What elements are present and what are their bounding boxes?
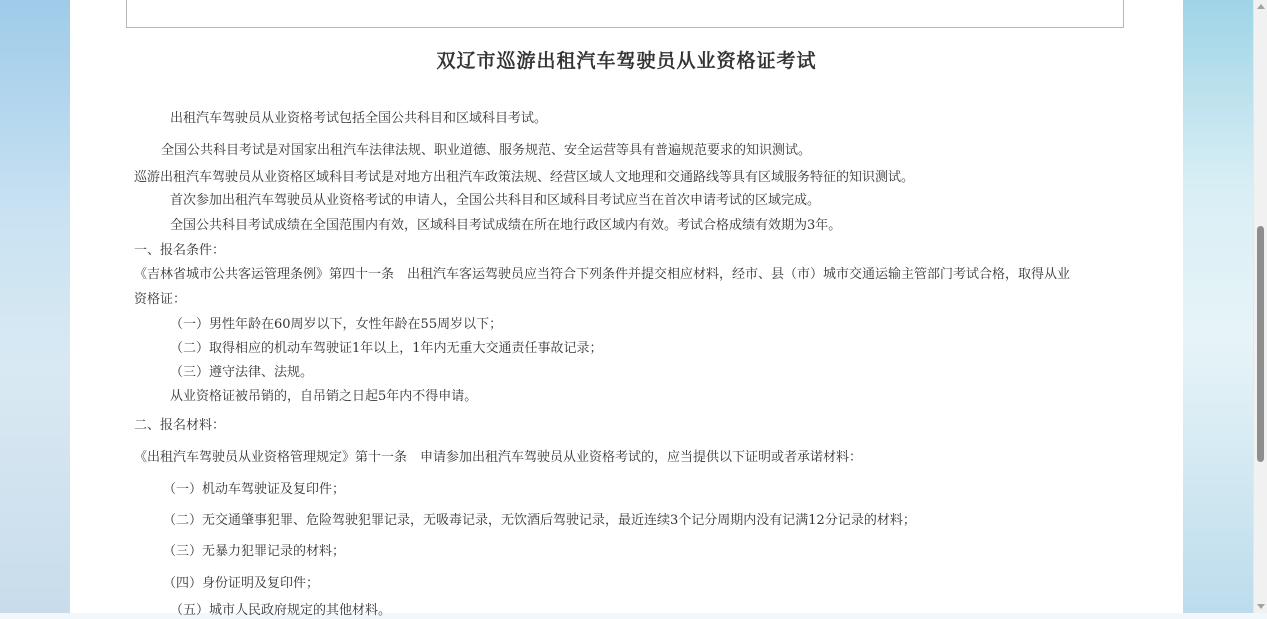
scroll-up-arrow-icon[interactable] xyxy=(1257,4,1265,9)
paragraph-line: 出租汽车驾驶员从业资格考试包括全国公共科目和区域科目考试。 xyxy=(170,111,548,126)
article-title: 双辽市巡游出租汽车驾驶员从业资格证考试 xyxy=(436,50,817,72)
scrollbar-thumb[interactable] xyxy=(1257,226,1264,462)
list-item: （一）男性年龄在60周岁以下，女性年龄在55周岁以下； xyxy=(170,317,503,332)
list-item: （三）无暴力犯罪记录的材料； xyxy=(163,544,346,559)
paragraph-line: 全国公共科目考试成绩在全国范围内有效，区域科目考试成绩在所在地行政区域内有效。考试合格成绩有效期为3年。 xyxy=(170,218,842,233)
paragraph-line: 《出租汽车驾驶员从业资格管理规定》第十一条 申请参加出租汽车驾驶员从业资格考试的，应当提供以下证明或者承诺材料： xyxy=(134,450,863,465)
background-right-decoration xyxy=(1183,0,1253,613)
paragraph-line: 全国公共科目考试是对国家出租汽车法律法规、职业道德、服务规范、安全运营等具有普遍规范要求的知识测试。 xyxy=(161,143,812,158)
content-page xyxy=(70,0,1183,618)
vertical-scrollbar[interactable] xyxy=(1253,0,1267,613)
paragraph-line: 《吉林省城市公共客运管理条例》第四十一条 出租汽车客运驾驶员应当符合下列条件并提交相应材料，经市、县（市）城市交通运输主管部门考试合格，取得从业 xyxy=(134,267,1071,282)
list-item: （四）身份证明及复印件； xyxy=(163,576,320,591)
list-item: （五）城市人民政府规定的其他材料。 xyxy=(170,603,392,618)
scroll-down-arrow-icon[interactable] xyxy=(1257,604,1265,609)
list-item: （二）取得相应的机动车驾驶证1年以上，1年内无重大交通责任事故记录； xyxy=(170,341,603,356)
list-item: （一）机动车驾驶证及复印件； xyxy=(163,482,346,497)
paragraph-line: 巡游出租汽车驾驶员从业资格区域科目考试是对地方出租汽车政策法规、经营区域人文地理和交通路线等具有区域服务特征的知识测试。 xyxy=(134,170,915,185)
paragraph-line: 资格证： xyxy=(134,292,187,307)
list-item: （三）遵守法律、法规。 xyxy=(170,365,314,380)
top-content-box xyxy=(126,0,1124,28)
paragraph-line: 首次参加出租汽车驾驶员从业资格考试的申请人，全国公共科目和区域科目考试应当在首次申请考试的区域完成。 xyxy=(170,193,821,208)
section-heading: 一、报名条件： xyxy=(134,243,226,258)
background-left-decoration xyxy=(0,0,70,613)
paragraph-line: 从业资格证被吊销的，自吊销之日起5年内不得申请。 xyxy=(170,389,478,404)
list-item: （二）无交通肇事犯罪、危险驾驶犯罪记录，无吸毒记录，无饮酒后驾驶记录，最近连续3个记分周期内没有记满12分记录的材料； xyxy=(163,513,916,528)
section-heading: 二、报名材料： xyxy=(134,418,226,433)
